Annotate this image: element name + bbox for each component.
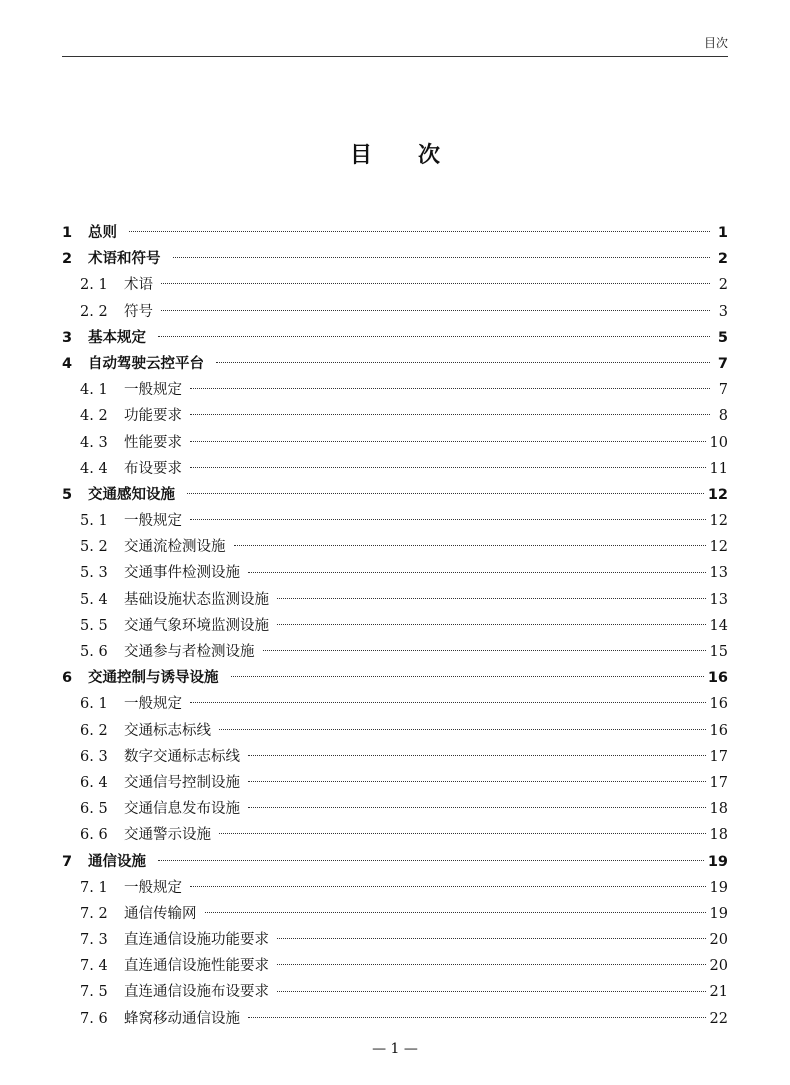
toc-entry-number: 4. 2 [80, 408, 108, 425]
toc-entry-title: 直连通信设施功能要求 [124, 932, 269, 949]
dot-leader [234, 544, 706, 546]
toc-entry-number: 4 [62, 355, 73, 372]
toc-entry-title: 功能要求 [124, 408, 182, 425]
toc-entry-number: 2. 1 [80, 277, 108, 294]
toc-entry-page: 22 [709, 1010, 728, 1027]
toc-entry-number: 7. 2 [80, 905, 108, 922]
toc-entry-page: 1 [717, 225, 728, 241]
toc-entry-number: 6. 4 [80, 774, 108, 791]
toc-entry[interactable] [62, 666, 728, 692]
dot-leader [129, 230, 710, 232]
toc-entry-number: 5. 2 [80, 539, 108, 556]
toc-entry-page: 19 [709, 905, 728, 922]
toc-entry-number: 1 [62, 225, 73, 241]
toc-entry-page: 15 [709, 644, 728, 660]
toc-entry-number: 5. 5 [80, 617, 108, 634]
dot-leader [158, 859, 704, 861]
toc-entry-page: 12 [707, 486, 728, 503]
toc-entry-number: 7. 6 [80, 1010, 108, 1027]
toc-entry-title: 通信设施 [88, 853, 146, 870]
toc-entry-title: 总则 [88, 225, 117, 241]
toc-entry-page: 14 [709, 617, 728, 634]
toc-entry-page: 21 [709, 984, 728, 1001]
toc-entry-number: 2 [62, 251, 73, 268]
toc-entry-page: 7 [718, 382, 728, 399]
dot-leader [248, 1016, 706, 1018]
toc-entry-title: 直连通信设施布设要求 [124, 984, 269, 1001]
toc-entry-title: 术语 [124, 277, 153, 294]
dot-leader [190, 885, 706, 887]
toc-entry-number: 2. 2 [80, 303, 108, 320]
dot-leader [205, 911, 706, 913]
toc-entry-page: 13 [709, 565, 728, 582]
toc-entry[interactable] [62, 980, 728, 1006]
toc-entry[interactable] [62, 509, 728, 535]
toc-entry-title: 性能要求 [124, 434, 182, 451]
toc-entry-page: 8 [718, 408, 728, 425]
toc-entry[interactable] [62, 404, 728, 430]
dot-leader [277, 963, 706, 965]
toc-entry-title: 交通流检测设施 [124, 539, 226, 556]
toc-entry-title: 一般规定 [124, 513, 182, 530]
dot-leader [187, 492, 704, 494]
toc-entry-number: 5. 6 [80, 644, 108, 660]
toc-entry-page: 18 [709, 801, 728, 818]
dot-leader [190, 440, 706, 442]
dot-leader [190, 413, 710, 415]
toc-entry-page: 12 [709, 539, 728, 556]
toc-entry[interactable] [62, 247, 728, 273]
toc-entry-page: 13 [709, 591, 728, 608]
dot-leader [248, 806, 706, 808]
toc-entry-number: 5. 3 [80, 565, 108, 582]
toc-entry[interactable] [62, 640, 728, 666]
toc-entry[interactable] [62, 719, 728, 745]
toc-entry-title: 一般规定 [124, 879, 182, 896]
toc-entry-title: 基本规定 [88, 329, 146, 346]
toc-entry-page: 2 [718, 277, 728, 294]
toc-entry[interactable] [62, 797, 728, 823]
toc-entry[interactable] [62, 588, 728, 614]
toc-entry-number: 5. 4 [80, 591, 108, 608]
toc-entry[interactable] [62, 692, 728, 718]
toc-entry-number: 6. 2 [80, 722, 108, 739]
dot-leader [161, 282, 710, 284]
toc-entry-page: 10 [709, 434, 728, 451]
toc-entry-page: 17 [709, 774, 728, 791]
dot-leader [161, 309, 710, 311]
dot-leader [231, 675, 704, 677]
toc-entry-page: 11 [709, 460, 728, 477]
dot-leader [277, 623, 706, 625]
toc-entry[interactable] [62, 300, 728, 326]
dot-leader [190, 518, 706, 520]
toc-entry-title: 交通气象环境监测设施 [124, 617, 269, 634]
toc-entry-number: 3 [62, 329, 73, 346]
toc-entry-title: 直连通信设施性能要求 [124, 958, 269, 975]
toc-entry-number: 7. 3 [80, 932, 108, 949]
toc-entry-number: 7 [62, 853, 73, 870]
dot-leader [263, 649, 706, 651]
toc-entry-number: 5. 1 [80, 513, 108, 530]
table-of-contents [62, 221, 728, 1033]
toc-entry-number: 7. 1 [80, 879, 108, 896]
toc-entry-title: 一般规定 [124, 382, 182, 399]
dot-leader [219, 832, 706, 834]
toc-entry-title: 基础设施状态监测设施 [124, 591, 269, 608]
toc-entry[interactable] [62, 431, 728, 457]
toc-entry-title: 交通参与者检测设施 [124, 644, 255, 660]
toc-entry-title: 一般规定 [124, 696, 182, 713]
toc-entry-title: 交通信号控制设施 [124, 774, 240, 791]
toc-entry-number: 4. 4 [80, 460, 108, 477]
toc-entry[interactable] [62, 561, 728, 587]
toc-entry-number: 5 [62, 486, 73, 503]
toc-entry[interactable] [62, 771, 728, 797]
toc-entry-title: 交通警示设施 [124, 827, 211, 844]
toc-entry[interactable] [62, 928, 728, 954]
dot-leader [190, 701, 706, 703]
toc-entry-title: 蜂窝移动通信设施 [124, 1010, 240, 1027]
toc-entry-number: 7. 4 [80, 958, 108, 975]
toc-entry-page: 20 [709, 932, 728, 949]
toc-entry-number: 4. 1 [80, 382, 108, 399]
toc-entry-page: 16 [709, 722, 728, 739]
dot-leader [248, 754, 706, 756]
toc-entry[interactable] [62, 745, 728, 771]
toc-entry[interactable] [62, 850, 728, 876]
toc-entry[interactable] [62, 221, 728, 247]
toc-entry-title: 自动驾驶云控平台 [88, 355, 204, 372]
page-number: — 1 — [372, 1041, 418, 1057]
toc-entry[interactable] [62, 902, 728, 928]
toc-entry-page: 16 [709, 696, 728, 713]
toc-entry[interactable] [62, 457, 728, 483]
running-head [62, 30, 728, 57]
toc-entry-page: 18 [709, 827, 728, 844]
dot-leader [277, 990, 706, 992]
toc-entry[interactable] [62, 352, 728, 378]
toc-entry[interactable] [62, 823, 728, 849]
running-head-text: 目次 [703, 36, 728, 50]
toc-entry-number: 6. 1 [80, 696, 108, 713]
toc-entry-number: 6. 5 [80, 801, 108, 818]
dot-leader [216, 361, 710, 363]
toc-entry-title: 术语和符号 [88, 251, 161, 268]
toc-entry[interactable] [62, 378, 728, 404]
toc-entry-page: 3 [718, 303, 728, 320]
toc-entry-page: 17 [709, 748, 728, 765]
dot-leader [277, 597, 706, 599]
toc-entry[interactable] [62, 954, 728, 980]
toc-entry-title: 数字交通标志标线 [124, 748, 240, 765]
toc-entry-title: 布设要求 [124, 460, 182, 477]
toc-entry-number: 4. 3 [80, 434, 108, 451]
toc-entry-number: 6 [62, 670, 73, 687]
toc-entry-number: 6. 3 [80, 748, 108, 765]
toc-entry[interactable] [62, 273, 728, 299]
toc-entry-title: 交通标志标线 [124, 722, 211, 739]
toc-entry-page: 2 [717, 251, 728, 268]
toc-entry[interactable] [62, 535, 728, 561]
toc-entry[interactable] [62, 326, 728, 352]
toc-entry-number: 7. 5 [80, 984, 108, 1001]
toc-entry-page: 16 [707, 670, 728, 687]
toc-entry[interactable] [62, 1007, 728, 1033]
dot-leader [248, 780, 706, 782]
toc-entry-page: 7 [717, 355, 728, 372]
dot-leader [173, 256, 711, 258]
dot-leader [190, 466, 706, 468]
toc-entry-page: 20 [709, 958, 728, 975]
toc-entry-title: 交通控制与诱导设施 [88, 670, 219, 687]
page-title: 目次 [349, 143, 486, 168]
toc-entry-title: 交通感知设施 [88, 486, 175, 503]
dot-leader [219, 728, 706, 730]
dot-leader [158, 335, 710, 337]
toc-entry-title: 符号 [124, 303, 153, 320]
dot-leader [190, 387, 710, 389]
toc-entry[interactable] [62, 614, 728, 640]
toc-entry-page: 19 [709, 879, 728, 896]
dot-leader [248, 571, 706, 573]
toc-entry-page: 12 [709, 513, 728, 530]
dot-leader [277, 937, 706, 939]
toc-entry-title: 交通信息发布设施 [124, 801, 240, 818]
toc-entry[interactable] [62, 483, 728, 509]
toc-entry-page: 19 [707, 853, 728, 870]
toc-entry-title: 交通事件检测设施 [124, 565, 240, 582]
toc-entry-title: 通信传输网 [124, 905, 197, 922]
toc-entry-number: 6. 6 [80, 827, 108, 844]
toc-entry[interactable] [62, 876, 728, 902]
toc-entry-page: 5 [717, 329, 728, 346]
